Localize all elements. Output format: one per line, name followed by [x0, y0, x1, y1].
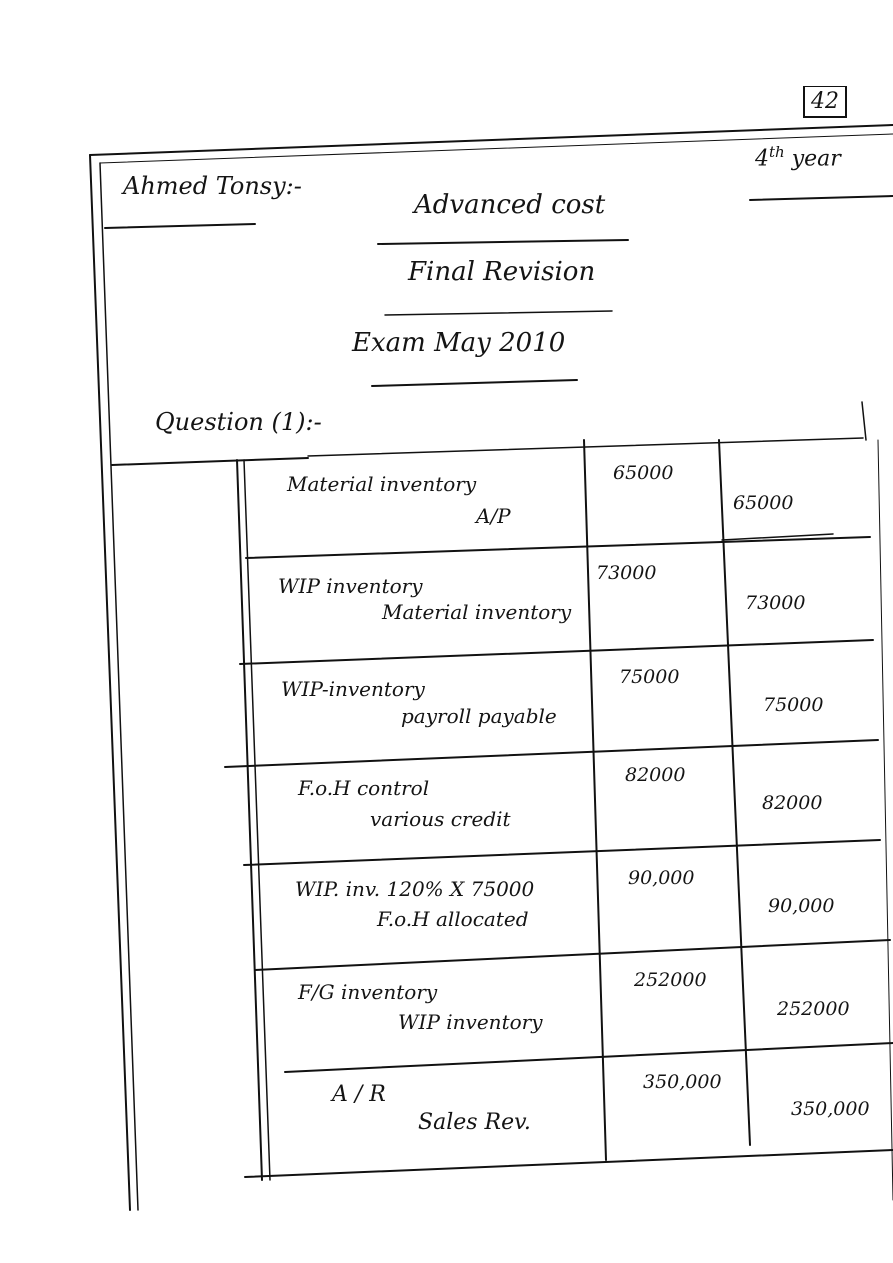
year-label: [755, 143, 841, 171]
exam-date: Exam May 2010: [352, 328, 566, 358]
entry-5-debit-amount: 90,000: [628, 867, 695, 889]
entry-3-credit-account: payroll payable: [401, 704, 557, 728]
subtitle: Final Revision: [408, 257, 596, 287]
entry-5-credit-amount: 90,000: [768, 895, 835, 917]
subject-title: Advanced cost: [414, 190, 606, 220]
entry-7-debit-account: A / R: [332, 1082, 386, 1107]
entry-1-credit-amount: 65000: [733, 492, 794, 514]
entry-4-credit-amount: 82000: [762, 792, 823, 814]
entry-2-debit-account: WIP inventory: [278, 574, 423, 598]
entry-1-debit-amount: 65000: [613, 462, 674, 484]
entry-7-credit-account: Sales Rev.: [418, 1110, 531, 1135]
question-label: Question (1):-: [155, 408, 322, 436]
entry-4-credit-account: various credit: [370, 807, 511, 831]
entry-2-credit-account: Material inventory: [382, 600, 572, 624]
entry-4-debit-account: F.o.H control: [298, 776, 430, 800]
entry-3-debit-account: WIP-inventory: [281, 677, 425, 701]
entry-1-debit-account: Material inventory: [287, 472, 477, 496]
entry-6-credit-amount: 252000: [777, 998, 850, 1020]
page-number: 42: [803, 86, 847, 118]
year-number: 4: [755, 146, 769, 172]
entry-7-credit-amount: 350,000: [791, 1098, 870, 1120]
entry-2-debit-amount: 73000: [596, 562, 657, 584]
entry-1-credit-account: A/P: [476, 504, 511, 528]
entry-7-debit-amount: 350,000: [643, 1071, 722, 1093]
entry-4-debit-amount: 82000: [625, 764, 686, 786]
entry-6-debit-amount: 252000: [634, 969, 707, 991]
entry-3-debit-amount: 75000: [619, 666, 680, 688]
year-word: year: [791, 146, 841, 172]
entry-5-debit-account: WIP. inv. 120% X 75000: [295, 877, 535, 901]
entry-3-credit-amount: 75000: [763, 694, 824, 716]
entry-5-credit-account: F.o.H allocated: [377, 907, 529, 931]
entry-6-debit-account: F/G inventory: [298, 980, 438, 1004]
entry-2-credit-amount: 73000: [745, 592, 806, 614]
author-name: Ahmed Tonsy:-: [123, 172, 302, 200]
entry-6-credit-account: WIP inventory: [398, 1010, 543, 1034]
year-suffix: th: [769, 143, 785, 161]
